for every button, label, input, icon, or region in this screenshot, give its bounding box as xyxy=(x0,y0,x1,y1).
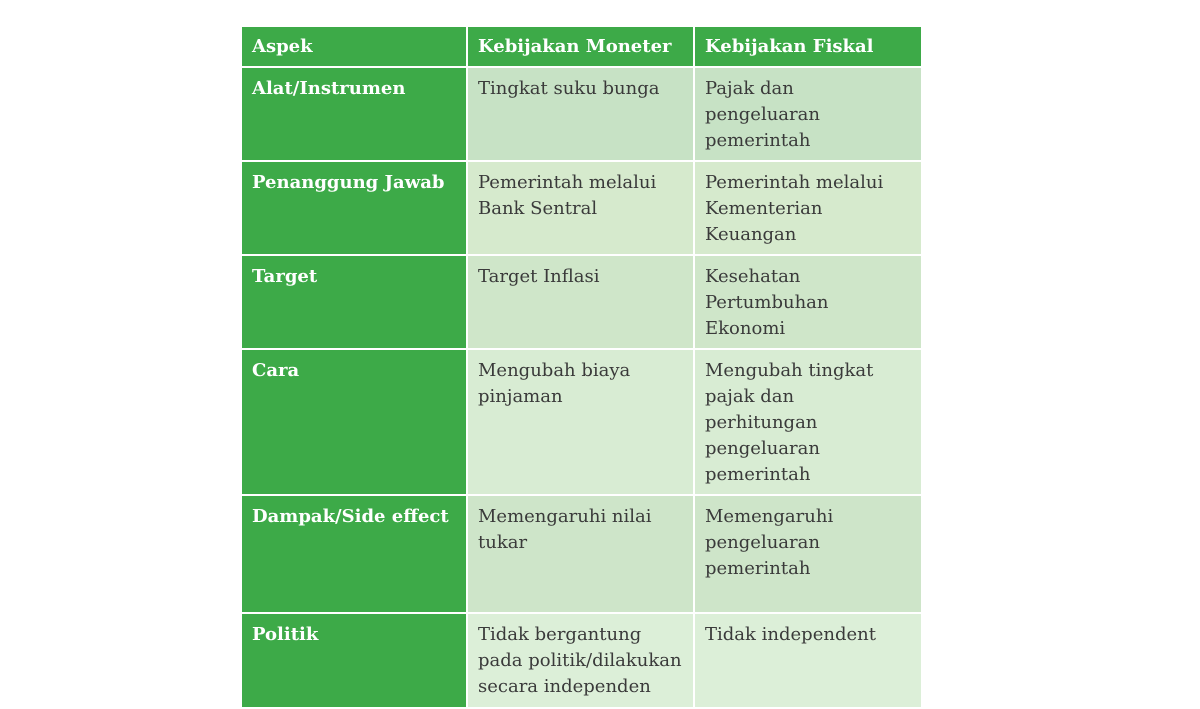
table-row xyxy=(241,613,922,708)
cell-line: Tidak bergantung xyxy=(478,624,642,645)
cell-line: Tingkat suku bunga xyxy=(478,78,660,99)
cell-line: Target Inflasi xyxy=(478,266,600,287)
cell-line: Mengubah tingkat xyxy=(705,360,874,381)
cell-fiskal xyxy=(694,349,922,495)
cell-line: pada politik/dilakukan xyxy=(478,650,682,671)
cell-line: Kementerian xyxy=(705,198,823,219)
cell-line: Bank Sentral xyxy=(478,198,598,219)
cell-fiskal xyxy=(694,161,922,255)
cell-line: Keuangan xyxy=(705,224,797,245)
table-header-row xyxy=(241,26,922,67)
cell-line: Mengubah biaya xyxy=(478,360,631,381)
row-aspek-label: Cara xyxy=(241,349,467,495)
cell-fiskal xyxy=(694,67,922,161)
cell-line: pemerintah xyxy=(705,130,811,151)
header-aspek: Aspek xyxy=(241,26,467,67)
table-row xyxy=(241,495,922,613)
cell-fiskal xyxy=(694,613,922,708)
cell-moneter xyxy=(467,613,694,708)
cell-line: pengeluaran xyxy=(705,532,820,553)
row-aspek-label: Penanggung Jawab xyxy=(241,161,467,255)
cell-line: Pertumbuhan xyxy=(705,292,829,313)
cell-fiskal xyxy=(694,495,922,613)
cell-line: tukar xyxy=(478,532,528,553)
table-row xyxy=(241,161,922,255)
cell-line: pemerintah xyxy=(705,464,811,485)
cell-moneter xyxy=(467,67,694,161)
cell-fiskal xyxy=(694,255,922,349)
cell-line: Ekonomi xyxy=(705,318,786,339)
cell-line: Pajak dan pengeluaran xyxy=(705,78,820,125)
cell-line: Pemerintah melalui xyxy=(478,172,657,193)
header-kebijakan-fiskal: Kebijakan Fiskal xyxy=(694,26,922,67)
policy-comparison-table xyxy=(240,25,923,709)
cell-line: secara independen xyxy=(478,676,651,697)
cell-line: pengeluaran xyxy=(705,438,820,459)
header-kebijakan-moneter: Kebijakan Moneter xyxy=(467,26,694,67)
row-aspek-label: Dampak/Side effect xyxy=(241,495,467,613)
table-row xyxy=(241,255,922,349)
table-row xyxy=(241,349,922,495)
cell-moneter xyxy=(467,349,694,495)
cell-line: pinjaman xyxy=(478,386,563,407)
cell-moneter xyxy=(467,495,694,613)
row-aspek-label: Alat/Instrumen xyxy=(241,67,467,161)
table-row xyxy=(241,67,922,161)
cell-moneter xyxy=(467,161,694,255)
cell-line: Memengaruhi nilai xyxy=(478,506,652,527)
cell-line: pemerintah xyxy=(705,558,811,579)
row-aspek-label: Politik xyxy=(241,613,467,708)
cell-line: Tidak independent xyxy=(705,624,876,645)
row-aspek-label: Target xyxy=(241,255,467,349)
cell-line: Pemerintah melalui xyxy=(705,172,884,193)
cell-line: Memengaruhi xyxy=(705,506,834,527)
cell-line: Kesehatan xyxy=(705,266,801,287)
cell-line: pajak dan perhitungan xyxy=(705,386,818,433)
cell-moneter xyxy=(467,255,694,349)
